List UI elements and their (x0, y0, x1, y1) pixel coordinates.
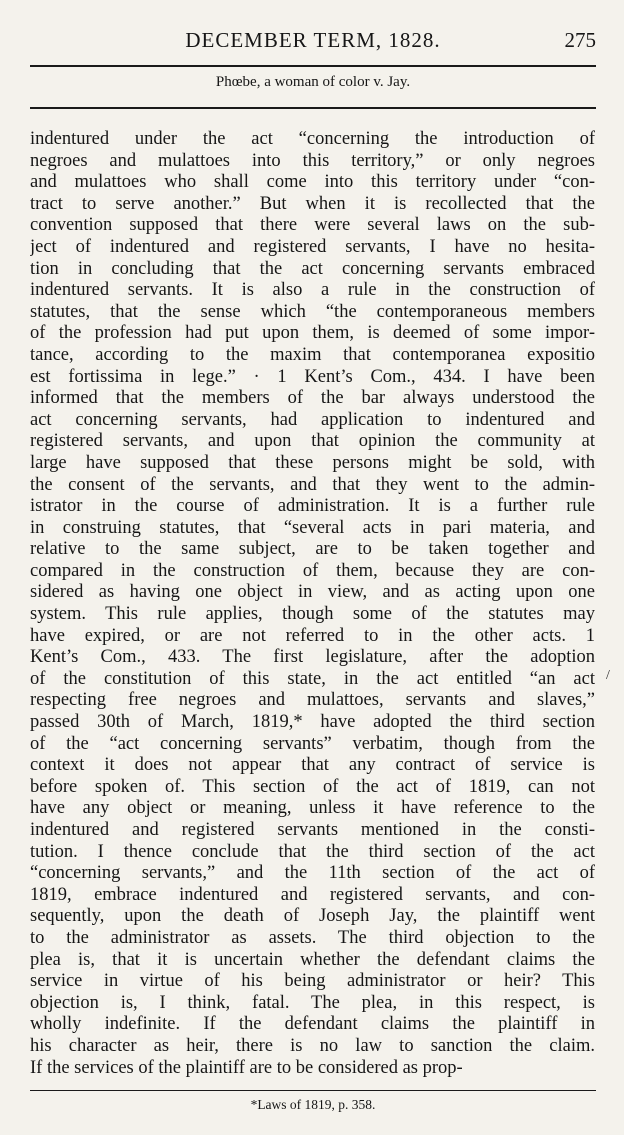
text-line: plea is, that it is uncertain whether the defendant claims the (30, 949, 595, 970)
text-line: ject of indentured and registered servants, I have no hesita- (30, 236, 595, 257)
case-title: Phœbe, a woman of color v. Jay. (215, 74, 411, 90)
text-line: relative to the same subject, are to be taken together and (30, 539, 595, 560)
text-line: “concerning servants,” and the 11th section of the act of (30, 863, 595, 884)
text-line: service in virtue of his being administrator or heir? This (30, 971, 595, 992)
text-line: tion in concluding that the act concerning servants embraced (30, 258, 595, 279)
header-rule-top (30, 65, 596, 67)
text-line: tution. I thence conclude that the third section of the act (30, 841, 595, 862)
footnote: *Laws of 1819, p. 358. (250, 1097, 376, 1112)
text-line: the consent of the servants, and that they went to the admin- (30, 474, 595, 495)
text-line: sequently, upon the death of Joseph Jay, the plaintiff went (30, 906, 595, 927)
text-line: passed 30th of March, 1819,* have adopted the third section (30, 712, 595, 733)
text-line: to the administrator as assets. The third objection to the (30, 927, 595, 948)
text-line: in construing statutes, that “several acts in pari materia, and (30, 517, 595, 538)
text-line: est fortissima in lege.” · 1 Kent’s Com., 434. I have been (30, 366, 595, 387)
text-line: system. This rule applies, though some of the statutes may (30, 604, 595, 625)
text-line: istrator in the course of administration. It is a further rule (30, 496, 595, 517)
margin-mark: / (606, 668, 610, 683)
text-line: of the “act concerning servants” verbatim, though from the (30, 733, 595, 754)
text-line: wholly indefinite. If the defendant claims the plaintiff in (30, 1014, 595, 1035)
text-line: registered servants, and upon that opinion the community at (30, 431, 595, 452)
text-line: tract to serve another.” But when it is recollected that the (30, 193, 595, 214)
footnote-rule (30, 1090, 596, 1091)
text-line: have expired, or are not referred to in the other acts. 1 (30, 625, 595, 646)
text-line: tance, according to the maxim that contemporanea expositio (30, 344, 595, 365)
text-line: act concerning servants, had application to indentured and (30, 409, 595, 430)
text-line: and mulattoes who shall come into this territory under “con- (30, 172, 595, 193)
page-number: 275 (564, 28, 596, 52)
text-line: 1819, embrace indentured and registered servants, and con- (30, 884, 595, 905)
running-title: DECEMBER TERM, 1828. (185, 28, 441, 52)
text-line: before spoken of. This section of the act of 1819, can not (30, 776, 595, 797)
text-line: If the services of the plaintiff are to be considered as prop- (30, 1057, 463, 1078)
text-line: indentured servants. It is also a rule in the construction of (30, 280, 595, 301)
text-line: sidered as having one object in view, and as acting upon one (30, 582, 595, 603)
text-line: negroes and mulattoes into this territory,” or only negroes (30, 150, 595, 171)
text-line: of the profession had put upon them, is deemed of some impor- (30, 323, 595, 344)
text-line: indentured and registered servants mentioned in the consti- (30, 820, 595, 840)
body-text (30, 129, 595, 1079)
text-line: compared in the construction of them, because they are con- (30, 560, 595, 581)
text-line: convention supposed that there were several laws on the sub- (30, 215, 595, 236)
text-line: respecting free negroes and mulattoes, servants and slaves,” (30, 690, 595, 711)
text-line: informed that the members of the bar always understood the (30, 388, 595, 409)
header-rule-bottom (30, 107, 596, 109)
text-line: indentured under the act “concerning the introduction of (30, 129, 595, 149)
text-line: have any object or meaning, unless it have reference to the (30, 798, 595, 819)
text-line: context it does not appear that any contract of service is (30, 755, 595, 776)
text-line: of the constitution of this state, in the act entitled “an act (30, 668, 595, 689)
text-line: his character as heir, there is no law to sanction the claim. (30, 1035, 595, 1056)
text-line: Kent’s Com., 433. The first legislature, after the adoption (30, 647, 595, 668)
text-line: statutes, that the sense which “the contemporaneous members (30, 301, 595, 322)
page-header (30, 28, 596, 60)
text-line: large have supposed that these persons might be sold, with (30, 452, 595, 473)
text-line: objection is, I think, fatal. The plea, in this respect, is (30, 992, 595, 1013)
